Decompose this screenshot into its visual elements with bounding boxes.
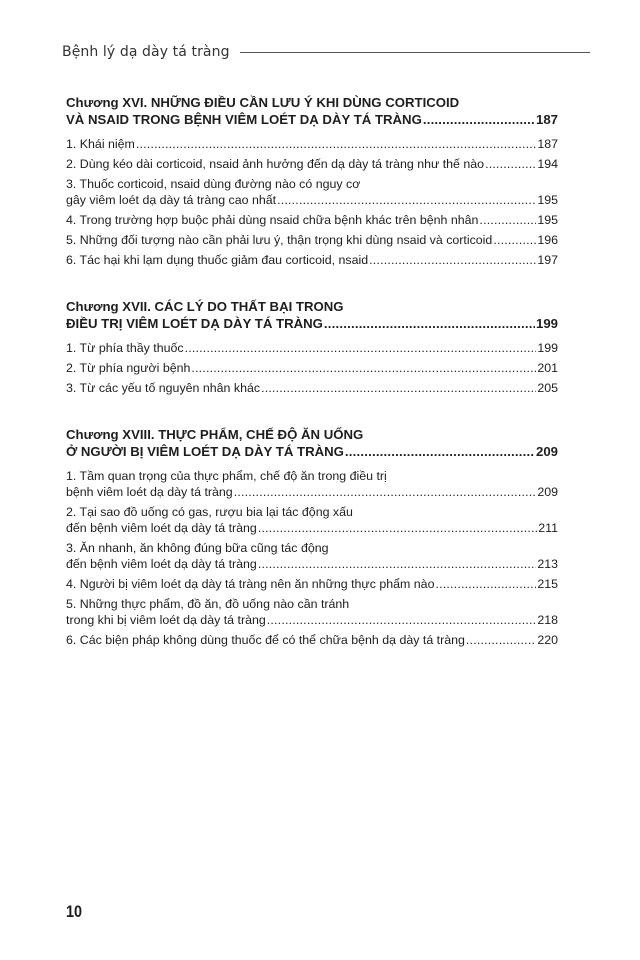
chapter-title-text: Ở NGƯỜI BỊ VIÊM LOÉT DẠ DÀY TÁ TRÀNG <box>66 444 344 459</box>
entry-line <box>66 556 558 572</box>
entry-page-number: 197 <box>537 253 558 267</box>
dot-leader <box>277 192 536 208</box>
entry-page-number: 199 <box>537 341 558 355</box>
toc-entry[interactable] <box>66 340 558 356</box>
chapter-heading[interactable] <box>66 426 558 460</box>
dot-leader <box>258 556 537 572</box>
entry-line <box>66 380 558 396</box>
entry-title: 5. Những đối tượng nào cần phải lưu ý, thận trọng khi dùng nsaid và corticoid <box>66 233 493 247</box>
entry-page-number: 187 <box>537 137 558 151</box>
dot-leader <box>261 380 536 396</box>
dot-leader <box>369 252 536 268</box>
dot-leader <box>466 632 536 648</box>
running-title: Bệnh lý dạ dày tá tràng <box>62 44 230 60</box>
chapter-page-number: 187 <box>535 112 558 127</box>
entry-line <box>66 192 558 208</box>
chapter-title-line1: Chương XVIII. THỰC PHẨM, CHẾ ĐỘ ĂN UỐNG <box>66 427 364 442</box>
dot-leader <box>234 484 537 500</box>
entry-line <box>66 212 558 228</box>
chapter-page-number: 199 <box>535 316 558 331</box>
dot-leader <box>185 340 537 356</box>
toc-entry[interactable] <box>66 176 558 208</box>
toc-chapter <box>66 298 558 396</box>
chapter-title-line1: Chương XVI. NHỮNG ĐIỀU CẦN LƯU Ý KHI DÙNG CORTICOID <box>66 95 460 110</box>
chapter-title-text: VÀ NSAID TRONG BỆNH VIÊM LOÉT DẠ DÀY TÁ TRÀNG <box>66 112 422 127</box>
entry-title: 2. Dùng kéo dài corticoid, nsaid ảnh hưởng đến dạ dày tá tràng như thế nào <box>66 157 485 171</box>
entry-line <box>66 340 558 356</box>
toc-chapter <box>66 94 558 268</box>
entry-page-number: 213 <box>537 557 558 571</box>
entry-title-line1: 3. Ăn nhanh, ăn không đúng bữa cũng tác động <box>66 541 329 555</box>
dot-leader <box>493 232 536 248</box>
entry-page-number: 195 <box>537 193 558 207</box>
entry-line <box>66 156 558 172</box>
entry-page-number: 194 <box>537 157 558 171</box>
entry-title-line1: 2. Tại sao đồ uống có gas, rượu bia lại tác động xấu <box>66 505 353 519</box>
toc-entry[interactable] <box>66 576 558 592</box>
chapter-title-line2 <box>66 111 558 128</box>
entry-page-number: 195 <box>537 213 558 227</box>
toc-entry[interactable] <box>66 156 558 172</box>
entry-page-number: 220 <box>537 633 558 647</box>
entry-title: 1. Từ phía thầy thuốc <box>66 341 184 355</box>
chapter-heading[interactable] <box>66 94 558 128</box>
entry-line <box>66 232 558 248</box>
entry-page-number: 218 <box>537 613 558 627</box>
table-of-contents <box>66 94 558 652</box>
entry-title-line1: 5. Những thực phẩm, đồ ăn, đồ uống nào cần tránh <box>66 597 350 611</box>
entry-title: 4. Trong trường hợp buộc phải dùng nsaid chữa bệnh khác trên bệnh nhân <box>66 213 479 227</box>
entry-title-line1: 1. Tầm quan trọng của thực phẩm, chế độ ăn trong điều trị <box>66 469 387 483</box>
entry-line <box>66 360 558 376</box>
dot-leader <box>258 520 537 536</box>
dot-leader <box>423 111 535 128</box>
chapter-page-number: 209 <box>535 444 558 459</box>
entry-title: 1. Khái niệm <box>66 137 135 151</box>
toc-entry[interactable] <box>66 632 558 648</box>
entry-title: 3. Từ các yếu tố nguyên nhân khác <box>66 381 261 395</box>
header-rule <box>240 52 590 53</box>
entry-title: 4. Người bị viêm loét dạ dày tá tràng nên ăn những thực phẩm nào <box>66 577 435 591</box>
entry-title-line1: 3. Thuốc corticoid, nsaid dùng đường nào có nguy cơ <box>66 177 361 191</box>
entry-line <box>66 520 558 536</box>
entry-page-number: 196 <box>537 233 558 247</box>
page-number: 10 <box>66 902 83 921</box>
dot-leader <box>345 443 535 460</box>
entry-title: trong khi bị viêm loét dạ dày tá tràng <box>66 613 266 627</box>
entry-line <box>66 136 558 152</box>
entry-title: 2. Từ phía người bệnh <box>66 361 191 375</box>
chapter-heading[interactable] <box>66 298 558 332</box>
toc-entry[interactable] <box>66 232 558 248</box>
dot-leader <box>267 612 537 628</box>
entry-title: 6. Các biện pháp không dùng thuốc để có thể chữa bệnh dạ dày tá tràng <box>66 633 465 647</box>
chapter-title-line1: Chương XVII. CÁC LÝ DO THẤT BẠI TRONG <box>66 299 344 314</box>
toc-entry[interactable] <box>66 212 558 228</box>
entry-line <box>66 484 558 500</box>
toc-entry[interactable] <box>66 136 558 152</box>
entry-line <box>66 576 558 592</box>
toc-entry[interactable] <box>66 360 558 376</box>
running-header <box>62 44 590 60</box>
entry-page-number: 211 <box>538 521 558 535</box>
entry-title: bệnh viêm loét dạ dày tá tràng <box>66 485 233 499</box>
entry-title: gây viêm loét dạ dày tá tràng cao nhất <box>66 193 277 207</box>
toc-entry[interactable] <box>66 504 558 536</box>
toc-entry[interactable] <box>66 468 558 500</box>
entry-page-number: 205 <box>537 381 558 395</box>
entry-title: đến bệnh viêm loét dạ dày tá tràng <box>66 521 257 535</box>
chapter-title-line2 <box>66 443 558 460</box>
dot-leader <box>136 136 536 152</box>
chapter-title-text: ĐIỀU TRỊ VIÊM LOÉT DẠ DÀY TÁ TRÀNG <box>66 316 323 331</box>
entry-line <box>66 632 558 648</box>
toc-entry[interactable] <box>66 252 558 268</box>
toc-chapter <box>66 426 558 648</box>
entry-title: 6. Tác hại khi lạm dụng thuốc giảm đau corticoid, nsaid <box>66 253 369 267</box>
chapter-title-line2 <box>66 315 558 332</box>
entry-page-number: 201 <box>537 361 558 375</box>
dot-leader <box>324 315 535 332</box>
entry-page-number: 215 <box>537 577 558 591</box>
entry-page-number: 209 <box>537 485 558 499</box>
entry-line <box>66 252 558 268</box>
toc-entry[interactable] <box>66 596 558 628</box>
toc-entry[interactable] <box>66 380 558 396</box>
dot-leader <box>191 360 536 376</box>
dot-leader <box>479 212 536 228</box>
entry-title: đến bệnh viêm loét dạ dày tá tràng <box>66 557 257 571</box>
toc-entry[interactable] <box>66 540 558 572</box>
entry-line <box>66 612 558 628</box>
dot-leader <box>485 156 536 172</box>
dot-leader <box>435 576 536 592</box>
